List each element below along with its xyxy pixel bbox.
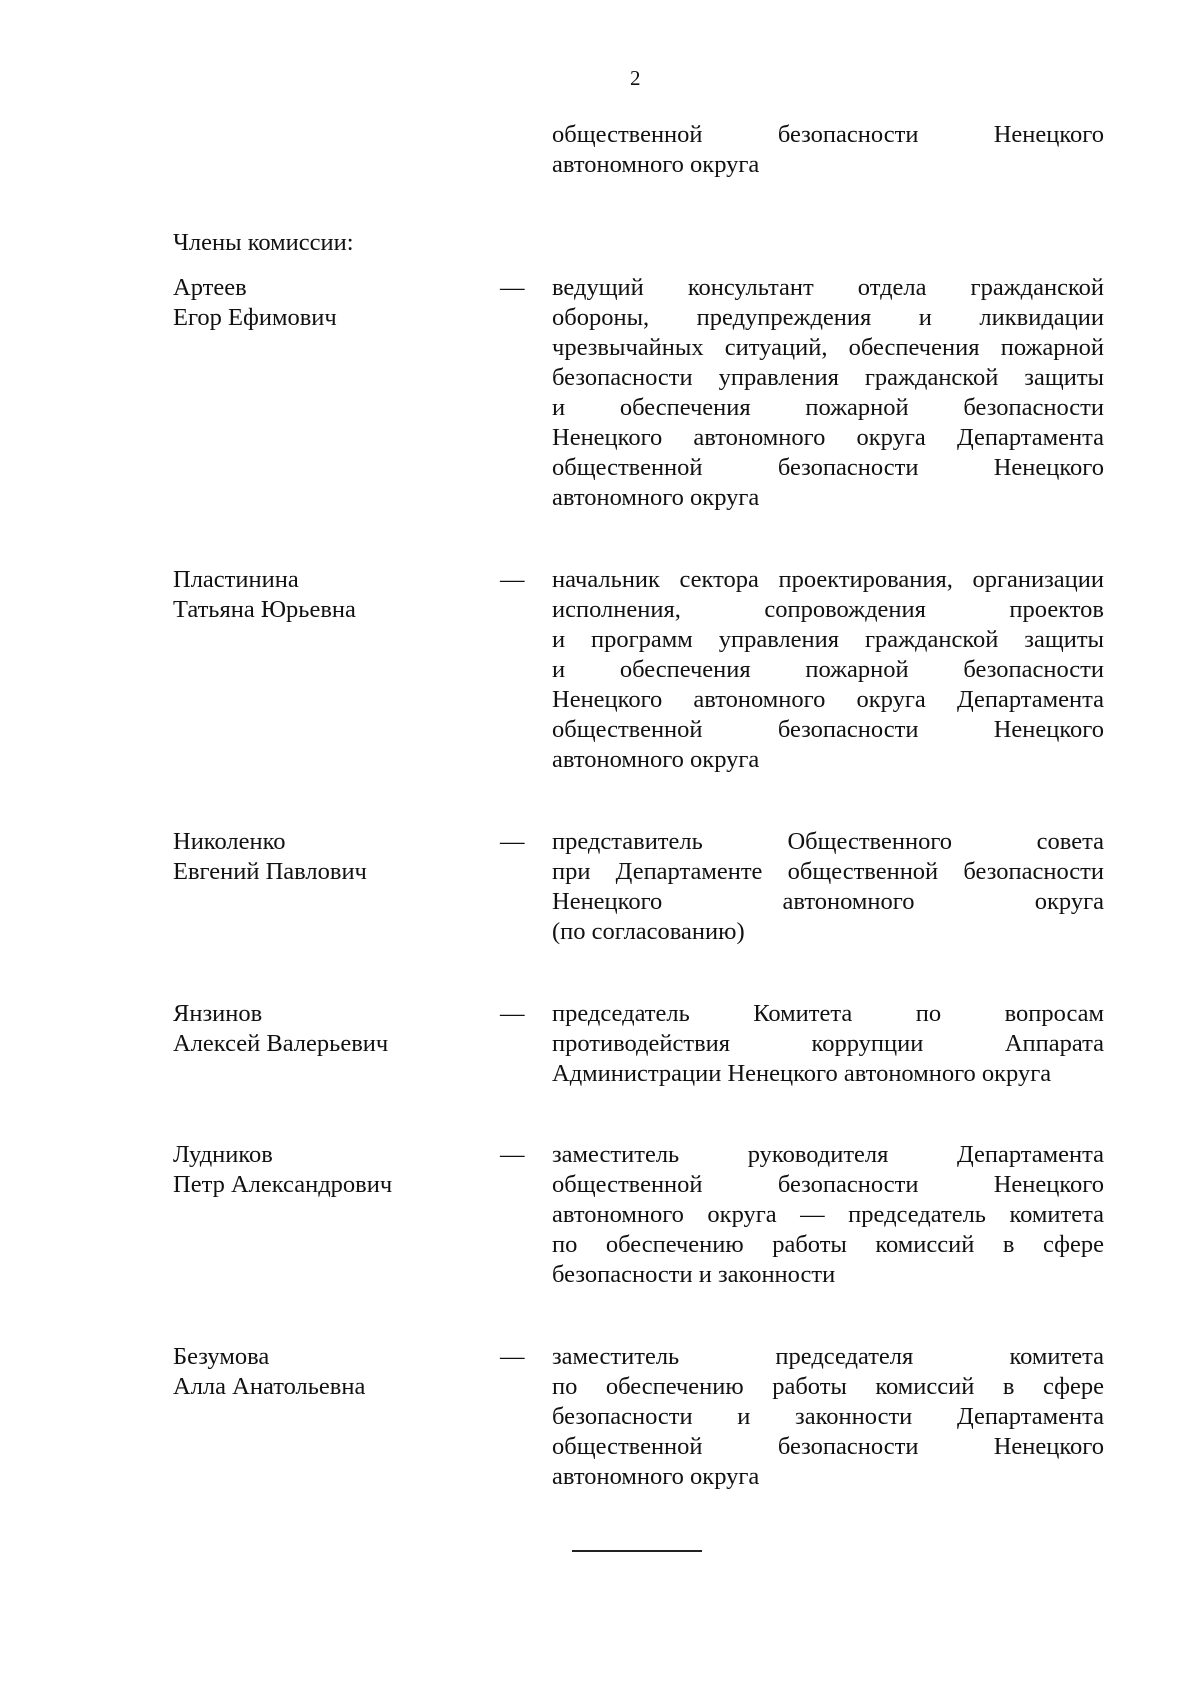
- desc-line: при Департаменте общественной безопасности: [552, 858, 1104, 885]
- member-given-name: Евгений Павлович: [173, 858, 367, 885]
- member-description: [552, 1342, 1104, 1492]
- page-number: 2: [630, 66, 641, 90]
- desc-line: общественной безопасности Ненецкого: [552, 716, 1104, 743]
- desc-line: автономного округа: [552, 151, 760, 178]
- member-dash: —: [500, 566, 525, 593]
- member-name: [173, 565, 473, 625]
- member-name: [173, 1342, 473, 1402]
- desc-line: заместитель председателя комитета: [552, 1343, 1104, 1370]
- desc-line: чрезвычайных ситуаций, обеспечения пожарной: [552, 334, 1104, 361]
- desc-line: Администрации Ненецкого автономного округа: [552, 1060, 1052, 1087]
- desc-line: безопасности и законности: [552, 1261, 836, 1288]
- desc-line: Ненецкого автономного округа Департамента: [552, 686, 1104, 713]
- desc-line: председатель Комитета по вопросам: [552, 1000, 1104, 1027]
- member-description: [552, 273, 1104, 513]
- desc-line: безопасности и законности Департамента: [552, 1403, 1104, 1430]
- member-surname: Безумова: [173, 1343, 270, 1370]
- desc-line: автономного округа: [552, 746, 760, 773]
- member-surname: Пластинина: [173, 566, 299, 593]
- member-given-name: Алексей Валерьевич: [173, 1030, 389, 1057]
- desc-line: начальник сектора проектирования, организации: [552, 566, 1104, 593]
- desc-line: по обеспечению работы комиссий в сфере: [552, 1373, 1104, 1400]
- desc-line: исполнения, сопровождения проектов: [552, 596, 1104, 623]
- member-surname: Лудников: [173, 1141, 273, 1168]
- member-name: [173, 827, 473, 887]
- desc-line: обороны, предупреждения и ликвидации: [552, 304, 1104, 331]
- desc-line: автономного округа: [552, 1463, 760, 1490]
- desc-line: общественной безопасности Ненецкого: [552, 1171, 1104, 1198]
- desc-line: безопасности управления гражданской защиты: [552, 364, 1104, 391]
- desc-line: противодействия коррупции Аппарата: [552, 1030, 1104, 1057]
- member-description: [552, 999, 1104, 1089]
- desc-line: (по согласованию): [552, 918, 745, 945]
- members-label: Члены комиссии:: [173, 229, 354, 256]
- member-given-name: Татьяна Юрьевна: [173, 596, 356, 623]
- desc-line: общественной безопасности Ненецкого: [552, 1433, 1104, 1460]
- member-given-name: Егор Ефимович: [173, 304, 337, 331]
- member-given-name: Алла Анатольевна: [173, 1373, 366, 1400]
- member-dash: —: [500, 828, 525, 855]
- member-dash: —: [500, 1141, 525, 1168]
- desc-line: автономного округа — председатель комитета: [552, 1201, 1104, 1228]
- member-given-name: Петр Александрович: [173, 1171, 393, 1198]
- desc-line: по обеспечению работы комиссий в сфере: [552, 1231, 1104, 1258]
- continuation-text: [552, 120, 1104, 180]
- desc-line: общественной безопасности Ненецкого: [552, 454, 1104, 481]
- member-surname: Николенко: [173, 828, 286, 855]
- desc-line: ведущий консультант отдела гражданской: [552, 274, 1104, 301]
- desc-line: заместитель руководителя Департамента: [552, 1141, 1104, 1168]
- member-dash: —: [500, 274, 525, 301]
- closing-rule: [572, 1550, 702, 1552]
- desc-line: представитель Общественного совета: [552, 828, 1104, 855]
- desc-line: Ненецкого автономного округа Департамента: [552, 424, 1104, 451]
- member-name: [173, 999, 473, 1059]
- desc-line: Ненецкого автономного округа: [552, 888, 1104, 915]
- member-description: [552, 565, 1104, 775]
- member-dash: —: [500, 1000, 525, 1027]
- member-name: [173, 273, 473, 333]
- desc-line: общественной безопасности Ненецкого: [552, 121, 1104, 148]
- member-surname: Артеев: [173, 274, 247, 301]
- member-description: [552, 1140, 1104, 1290]
- member-surname: Янзинов: [173, 1000, 263, 1027]
- desc-line: и обеспечения пожарной безопасности: [552, 394, 1104, 421]
- desc-line: и обеспечения пожарной безопасности: [552, 656, 1104, 683]
- desc-line: автономного округа: [552, 484, 760, 511]
- member-name: [173, 1140, 473, 1200]
- member-dash: —: [500, 1343, 525, 1370]
- desc-line: и программ управления гражданской защиты: [552, 626, 1104, 653]
- member-description: [552, 827, 1104, 947]
